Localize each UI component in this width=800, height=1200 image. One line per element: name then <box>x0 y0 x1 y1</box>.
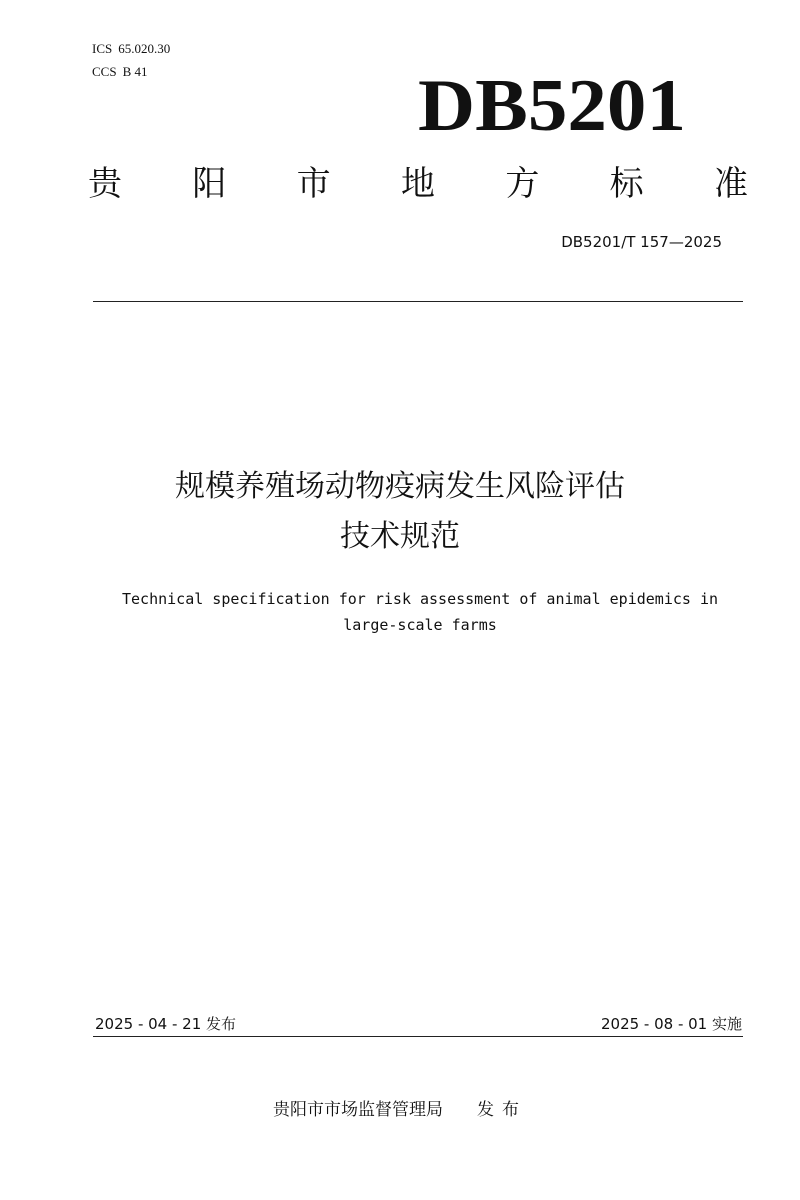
title-english-line: Technical specification for risk assessment of animal epidemics in <box>121 590 719 608</box>
header-divider <box>93 301 743 302</box>
standard-level-char: 贵 <box>88 164 122 204</box>
standard-level-char: 地 <box>400 164 435 204</box>
implementation-date: 2025 - 08 - 01 实施 <box>600 1015 742 1033</box>
title-chinese-line: 规模养殖场动物疫病发生风险评估 <box>175 469 625 504</box>
standard-number: DB5201/T 157—2025 <box>561 233 722 251</box>
issuer-action: 发布 <box>477 1100 527 1120</box>
standard-level-char: 标 <box>609 164 644 204</box>
standard-level-char: 方 <box>505 164 540 204</box>
title-english-line: large-scale farms <box>343 616 497 634</box>
title-english <box>70 586 770 638</box>
ics-label: ICS <box>92 41 113 56</box>
footer-divider <box>93 1036 743 1037</box>
ics-value: 65.020.30 <box>118 41 171 56</box>
db-logo-text: DB5201 <box>418 70 686 140</box>
standard-level <box>88 162 748 206</box>
standard-level-char: 市 <box>296 164 331 204</box>
standard-level-char: 阳 <box>192 164 227 204</box>
ccs-code <box>92 64 148 80</box>
ccs-label: CCS <box>92 64 117 79</box>
issuer <box>0 1098 800 1122</box>
db-standard-logo <box>418 70 688 140</box>
standard-level-char: 准 <box>713 164 748 204</box>
ccs-value: B 41 <box>122 64 148 79</box>
title-chinese <box>60 462 740 562</box>
ics-code <box>92 41 170 57</box>
issue-date: 2025 - 04 - 21 发布 <box>95 1015 237 1033</box>
issuer-name: 贵阳市市场监督管理局 <box>273 1100 443 1120</box>
title-chinese-line: 技术规范 <box>340 519 460 554</box>
